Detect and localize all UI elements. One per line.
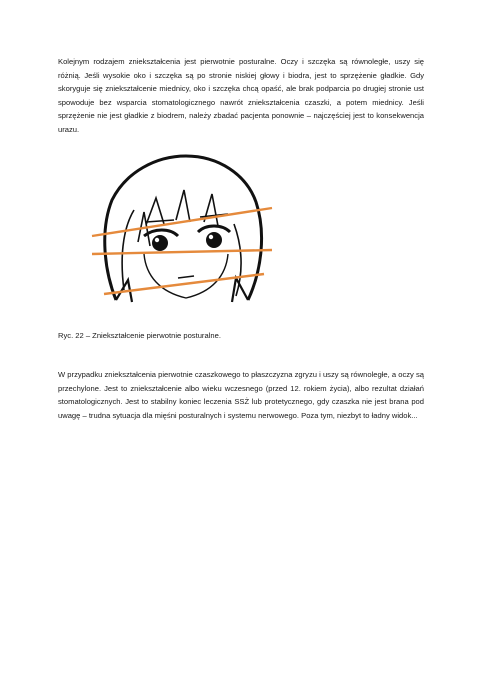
left-eye-highlight xyxy=(155,238,159,242)
paragraph-intro: Kolejnym rodzajem zniekształcenia jest pierwotnie posturalne. Oczy i szczęka są równoległe, uszy się różnią. Jeśli wysokie oko i szczęka są po stronie niskiej głowy i biodra, jest to sprzężenie gładkie. Gdy skoryguje się zniekształcenie miednicy, oko i szczęka chcą opaść, ale brak podparcia po drugiej stronie ust spowoduje bez wsparcia stomatologicznego nawrót zniekształcenia czaszki, a potem miednicy. Jeśli sprzężenie nie jest gładkie z biodrem, należy zbadać pacjenta ponownie – najczęściej jest to konsekwencja urazu. xyxy=(58,57,424,134)
left-eye-iris xyxy=(152,235,168,251)
paragraph-cranial: W przypadku zniekształcenia pierwotnie czaszkowego to płaszczyzna zgryzu i uszy są równoległe, a oczy są przechylone. Jest to zniekształcenie albo wieku wczesnego (przed 12. rokiem życia), albo rezultat działań stomatologicznych. Jest to stabilny koniec leczenia SSŻ lub protetycznego, gdy czaszka nie jest brana pod uwagę – trudna sytuacja dla mięśni posturalnych i systemu nerwowego. Poza tym, niezbyt to ładny widok... xyxy=(58,370,424,420)
mouth xyxy=(178,276,194,278)
figure-caption: Ryc. 22 – Zniekształcenie pierwotnie posturalne. xyxy=(58,331,221,340)
right-eye-highlight xyxy=(209,235,213,239)
face-jaw xyxy=(144,254,228,298)
reference-line-ears xyxy=(92,208,272,236)
face-drawing xyxy=(86,150,276,310)
left-eyebrow xyxy=(146,220,174,222)
reference-line-eyes xyxy=(92,250,272,254)
right-eye-lid xyxy=(198,226,230,232)
figure-face-illustration xyxy=(86,150,276,310)
right-eye-iris xyxy=(206,232,222,248)
